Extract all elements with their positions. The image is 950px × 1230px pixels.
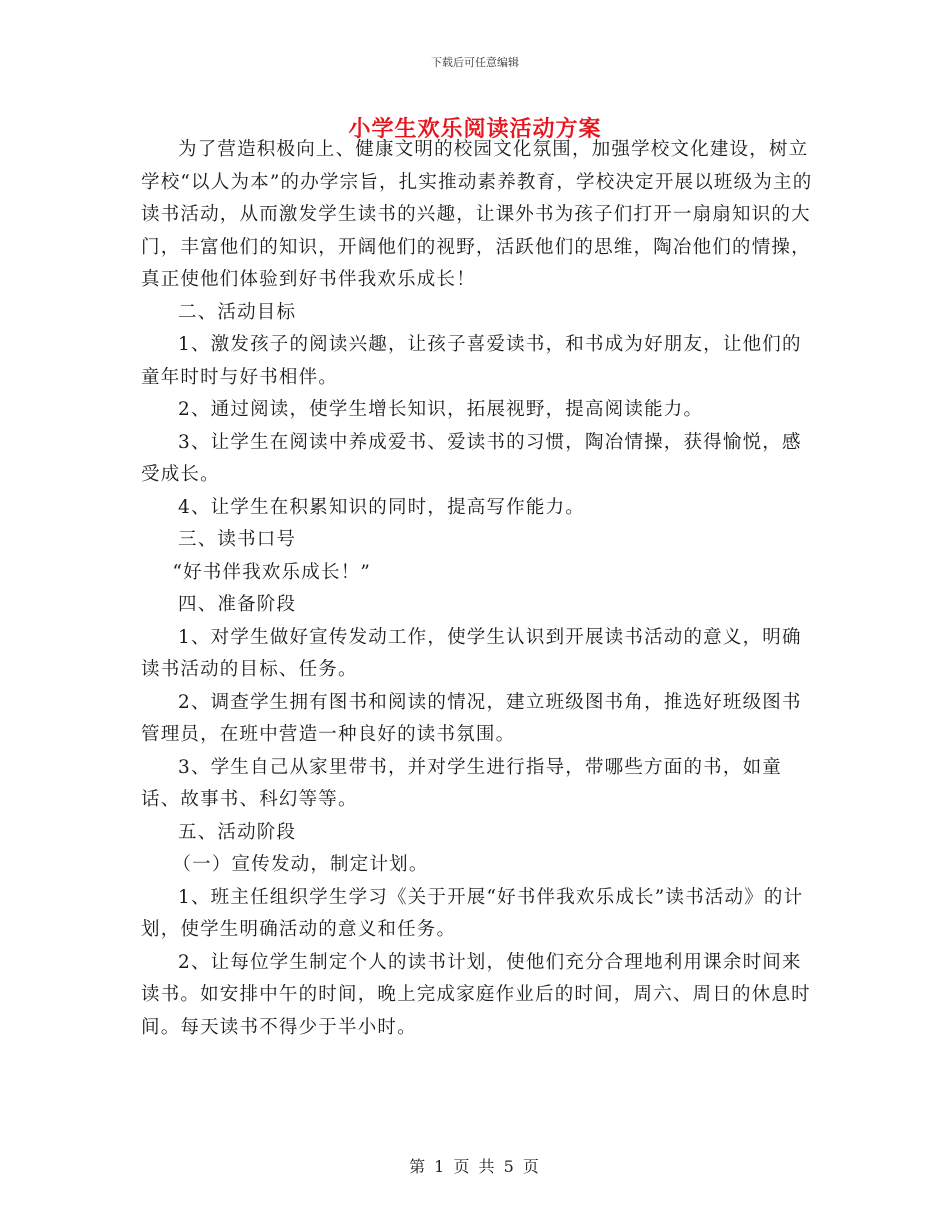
preparation-item-1: 1、对学生做好宣传发动工作，使学生认识到开展读书活动的意义，明确读书活动的目标、任务。	[141, 626, 802, 680]
section-heading-goals: 二、活动目标	[178, 301, 297, 323]
activity-item-2: 2、让每位学生制定个人的读书计划，使他们充分合理地利用课余时间来读书。如安排中午的时间，晚上完成家庭作业后的时间，周六、周日的休息时间。每天读书不得少于半小时。	[141, 951, 811, 1038]
goal-item-3: 3、让学生在阅读中养成爱书、爱读书的习惯，陶冶情操，获得愉悦，感受成长。	[141, 431, 802, 485]
goal-item-1: 1、激发孩子的阅读兴趣，让孩子喜爱读书，和书成为好朋友，让他们的童年时时与好书相伴。	[141, 334, 802, 388]
page-header-note: 下载后可任意编辑	[431, 56, 519, 69]
document-title: 小学生欢乐阅读活动方案	[348, 116, 602, 142]
goal-item-2: 2、通过阅读，使学生增长知识，拓展视野，提高阅读能力。	[178, 399, 704, 420]
page-number-footer: 第 1 页 共 5 页	[409, 1157, 541, 1176]
section-heading-preparation: 四、准备阶段	[178, 594, 297, 615]
section-heading-activity: 五、活动阶段	[178, 821, 297, 843]
activity-subheading-1: （一）宣传发动，制定计划。	[172, 854, 429, 875]
intro-paragraph: 为了营造积极向上、健康文明的校园文化氛围，加强学校文化建设，树立学校“以人为本”的办学宗旨，扎实推动素养教育，学校决定开展以班级为主的读书活动，从而激发学生读书的兴趣，让课外书为孩子们打开一扇扇知识的大门，丰富他们的知识，开阔他们的视野，活跃他们的思维，陶冶他们的情操，真正使他们体验到好书伴我欢乐成长！	[141, 139, 813, 290]
section-heading-slogan: 三、读书口号	[178, 529, 297, 550]
document-body	[141, 134, 821, 1044]
preparation-item-3: 3、学生自己从家里带书，并对学生进行指导，带哪些方面的书，如童话、故事书、科幻等等。	[141, 756, 782, 810]
preparation-item-2: 2、调查学生拥有图书和阅读的情况，建立班级图书角，推选好班级图书管理员，在班中营造一种良好的读书氛围。	[141, 691, 802, 745]
goal-item-4: 4、让学生在积累知识的同时，提高写作能力。	[178, 496, 585, 518]
slogan-text: “好书伴我欢乐成长！”	[172, 561, 372, 583]
activity-item-1: 1、班主任组织学生学习《关于开展“好书伴我欢乐成长”读书活动》的计划，使学生明确活动的意义和任务。	[141, 886, 804, 940]
